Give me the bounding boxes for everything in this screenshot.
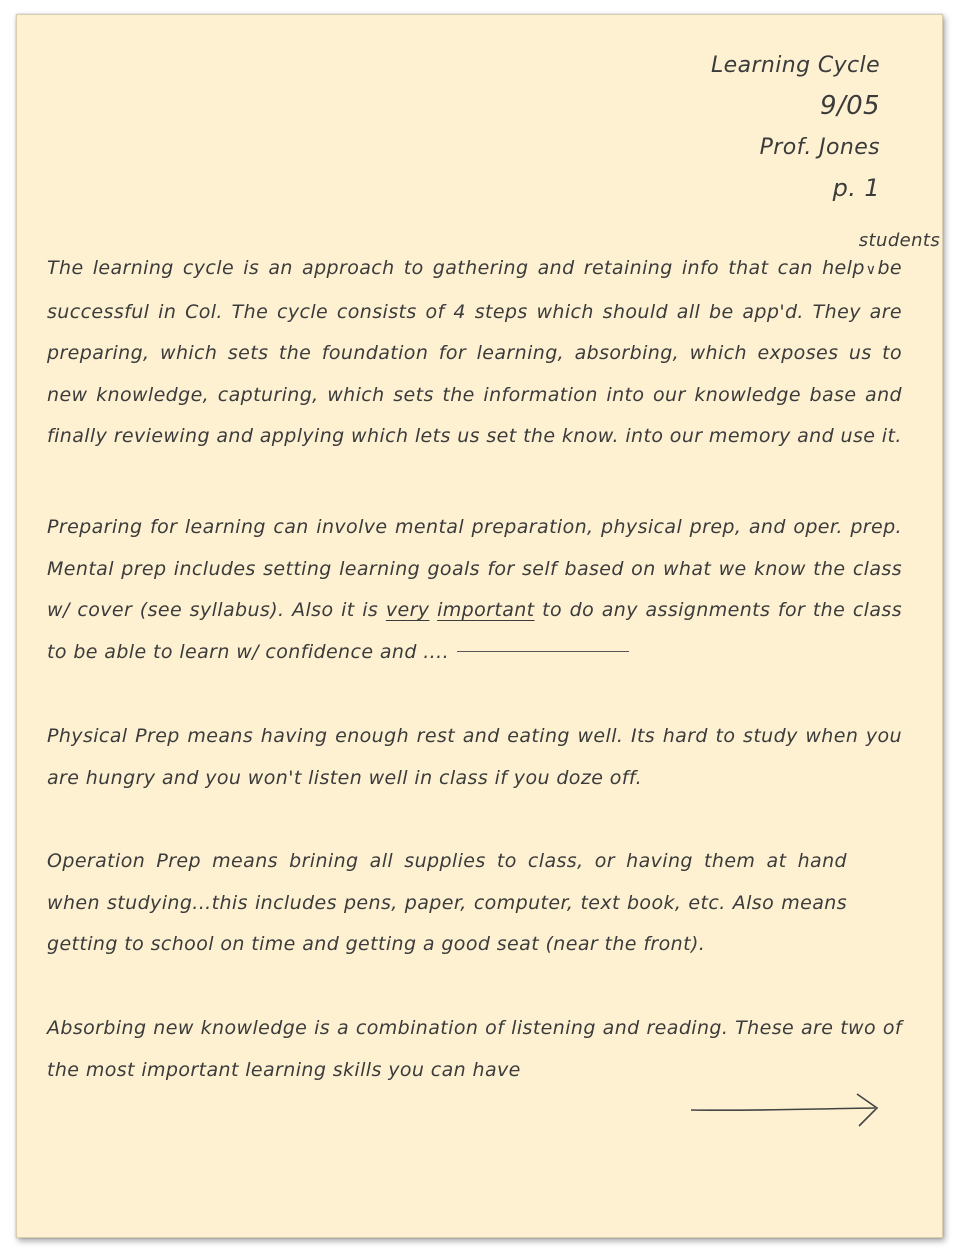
paragraph-text: be successful in Col. The cycle consists of 4 steps which should all be app'd. They are preparing, which sets the foundation for learning, absorbing, which exposes us to new knowledge, capturing, which sets the information into our knowledge base and finally reviewing and applying which lets us set the know. into our memory and use it. bbox=[47, 257, 902, 447]
paragraph-text: Operation Prep means brining all supplies to class, or having them at hand when studying...this includes pens, paper, computer, text book, etc. Also means getting to school on time and getting a good seat (near the front). bbox=[47, 850, 847, 955]
note-title: Learning Cycle bbox=[711, 53, 880, 78]
paragraph-learning-cycle bbox=[47, 230, 941, 458]
note-header bbox=[711, 45, 880, 209]
paragraph-text: Physical Prep means having enough rest and eating well. Its hard to study when you are hungry and you won't listen well in class if you doze off. bbox=[47, 725, 902, 789]
paragraph-operation-prep bbox=[47, 841, 847, 966]
paragraph-preparing bbox=[47, 507, 902, 673]
paragraph-text: Absorbing new knowledge is a combination of listening and reading. These are two of the most important learning skills you can have bbox=[47, 1017, 902, 1081]
paragraph-absorbing bbox=[47, 1008, 902, 1091]
inserted-word: students bbox=[858, 230, 941, 251]
paragraph-text: The learning cycle is an approach to gathering and retaining info that can help bbox=[47, 257, 865, 279]
fill-in-blank-line bbox=[457, 651, 629, 652]
underlined-word: important bbox=[437, 599, 535, 621]
note-page-number: p. 1 bbox=[832, 174, 880, 202]
paragraph-physical-prep bbox=[47, 716, 902, 799]
underlined-word: very bbox=[385, 599, 430, 621]
paragraph-text: Preparing for learning can involve mental preparation, physical prep, and oper. prep. Mental prep includes setting learning goals for self based on what we know the class w/ cover (see syllabus). Also it is bbox=[47, 516, 902, 621]
notebook-page bbox=[16, 14, 943, 1238]
caret-icon: ∨ bbox=[865, 262, 877, 278]
insertion-mark bbox=[858, 230, 941, 292]
note-professor: Prof. Jones bbox=[759, 135, 880, 160]
note-date: 9/05 bbox=[820, 91, 880, 121]
paragraph-text: to do any assignments for the class to be able to learn w/ confidence and .... bbox=[47, 599, 902, 663]
right-arrow-icon bbox=[687, 1090, 887, 1130]
